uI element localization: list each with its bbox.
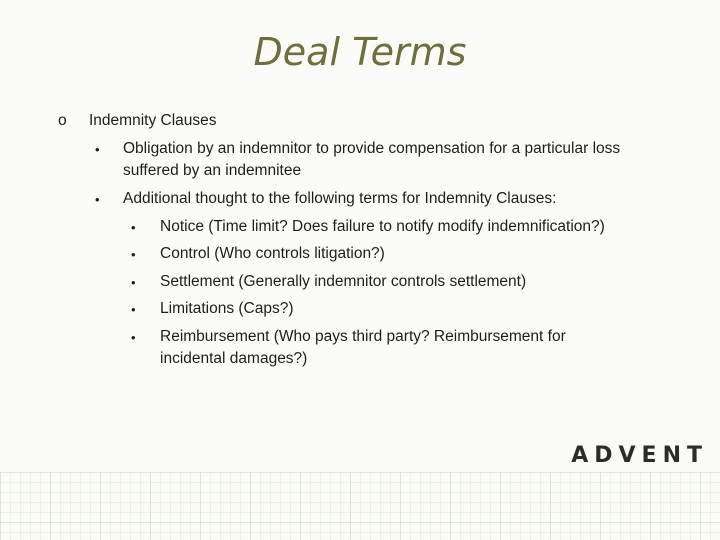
sub-sub-item-text: Control (Who controls litigation?) [160,245,385,262]
sub-sub-item-text: Limitations (Caps?) [160,300,294,317]
bullet-icon: • [131,275,136,290]
slide-title: Deal Terms [253,30,467,74]
sub-sub-item-text: Notice (Time limit? Does failure to notify modify indemnification?) [160,218,605,235]
grid-pattern-footer [0,472,720,540]
bullet-icon: • [131,247,136,262]
main-item-text: Indemnity Clauses [89,112,217,129]
sub-sub-item-text: Reimbursement (Who pays third party? Reimbursement for incidental damages?) [160,328,566,367]
bullet-icon: • [131,302,136,317]
bullet-icon: • [95,142,100,157]
bullet-icon: • [131,220,136,235]
sub-item-text: Obligation by an indemnitor to provide compensation for a particular loss suffered by an indemnitee [123,140,621,179]
advent-logo: ADVENT [571,443,708,468]
graph-paper-decoration [0,472,720,540]
sub-item-text: Additional thought to the following terms for Indemnity Clauses: [123,190,557,207]
sub-sub-item-text: Settlement (Generally indemnitor controls settlement) [160,273,527,290]
bullet-icon: • [95,192,100,207]
circle-bullet-icon: o [58,112,67,129]
bullet-icon: • [131,330,136,345]
